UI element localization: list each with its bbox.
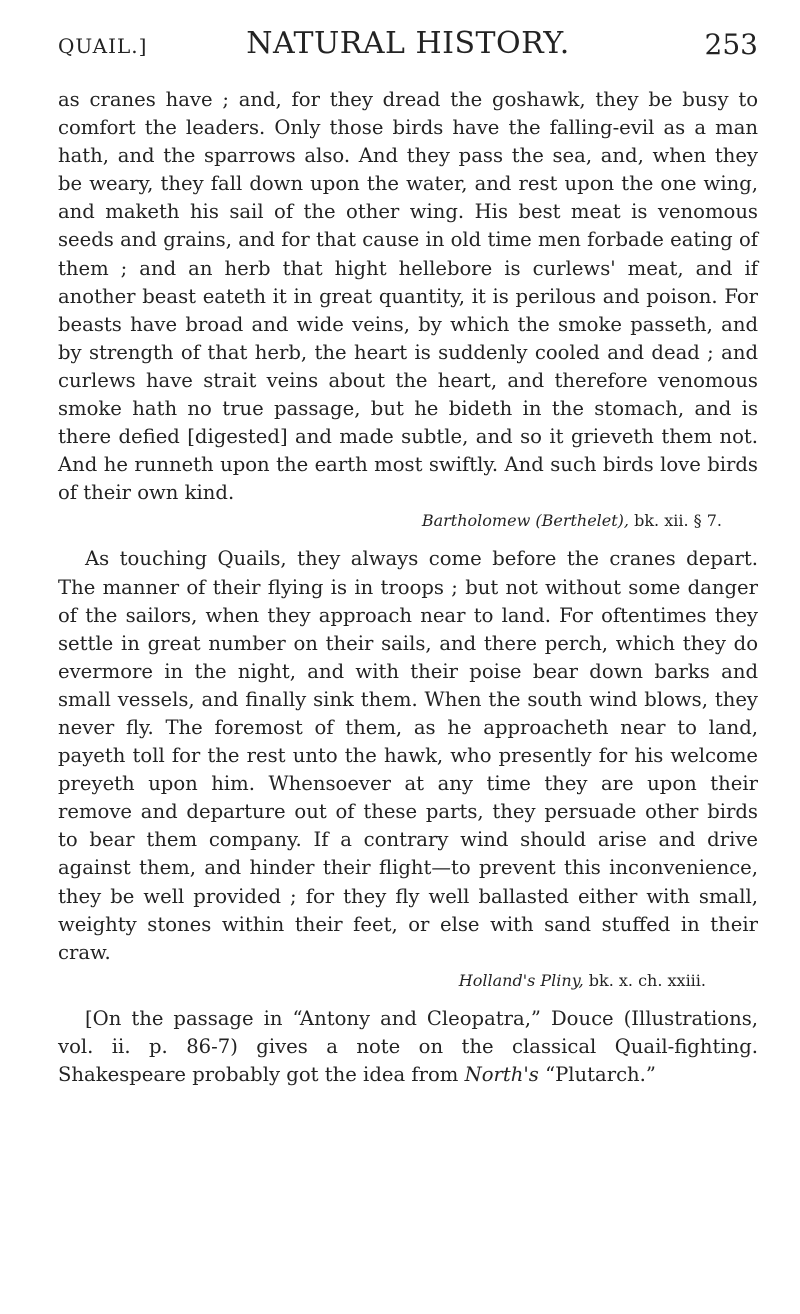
page-number: 253 — [704, 28, 758, 61]
running-head — [58, 20, 758, 68]
running-head-title: NATURAL HISTORY. — [246, 26, 570, 61]
citation-reference: bk. xii. § 7. — [629, 511, 722, 531]
body-text — [58, 86, 758, 1089]
citation-bartholomew — [58, 509, 722, 533]
running-head-section: QUAIL.] — [58, 34, 148, 58]
citation-source: Holland's Pliny, — [458, 970, 584, 990]
note-italic-title: North's — [464, 1063, 539, 1086]
citation-source: Bartholomew (Berthelet), — [421, 511, 630, 531]
passage-pliny: As touching Quails, they always come before the cranes depart. The manner of their flying is in troops ; but not without some danger of the sailors, when they approach near to land. For oftentimes they settle in great number on their sails, and there perch, which they do evermore in the night, and with their poise bear down barks and small vessels, and finally sink them. When the south wind blows, they never fly. The foremost of them, as he approacheth near to land, payeth toll for the rest unto the hawk, who presently for his welcome preyeth upon him. Whensoever at any time they are upon their remove and departure out of these parts, they persuade other birds to bear them company. If a contrary wind should arise and drive against them, and hinder their flight—to prevent this inconvenience, they be well provided ; for they fly well ballasted either with small, weighty stones within their feet, or else with sand stuffed in their craw. — [58, 547, 758, 964]
note-text: [On the passage in “Antony and Cleopatra,” Douce (Illustrations, vol. ii. p. 86-7) gives a note on the classical Quail-fighting. Shakespeare probably got the idea from — [58, 1006, 758, 1086]
citation-reference: bk. x. ch. xxiii. — [583, 970, 706, 990]
editorial-note — [58, 1005, 758, 1089]
passage-bartholomew: as cranes have ; and, for they dread the goshawk, they be busy to comfort the leaders. Only those birds have the falling-evil as a man hath, and the sparrows also. And they pass the sea, and, when they be weary, they fall down upon the water, and rest upon the one wing, and maketh his sail of the other wing. His best meat is venomous seeds and grains, and for that cause in old time men forbade eating of them ; and an herb that hight hellebore is curlews' meat, and if another beast eateth it in great quantity, it is perilous and poison. For beasts have broad and wide veins, by which the smoke passeth, and by strength of that herb, the heart is suddenly cooled and dead ; and curlews have strait veins about the heart, and therefore venomous smoke hath no true passage, but he bideth in the stomach, and is there defied [digested] and made subtle, and so it grieveth them not. And he runneth upon the earth most swiftly. And such birds love birds of their own kind. — [58, 88, 758, 505]
book-page — [58, 20, 758, 1089]
note-text-end: “Plutarch.” — [538, 1063, 656, 1086]
citation-pliny — [58, 969, 706, 993]
